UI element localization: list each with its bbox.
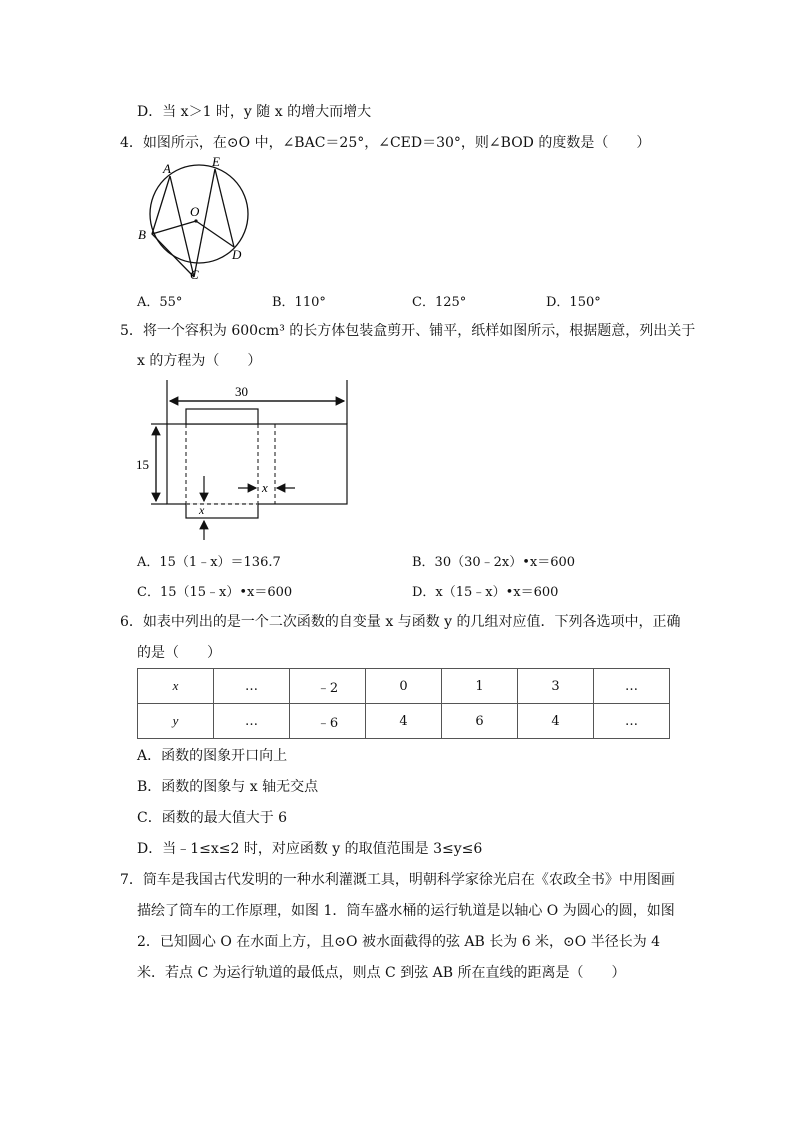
table-cell: 0 bbox=[366, 669, 442, 704]
q4-label-c: C bbox=[190, 267, 199, 282]
q5-option-d: D．x（15﹣x）•x＝600 bbox=[412, 585, 559, 600]
q5-main-rectangle bbox=[167, 424, 347, 504]
q4-label-e: E bbox=[212, 155, 220, 169]
q4-stem: 4．如图所示，在⊙O 中，∠BAC＝25°，∠CED＝30°，则∠BOD 的度数是（ ） bbox=[120, 135, 651, 151]
table-cell: 6 bbox=[442, 704, 518, 739]
q5-option-b: B．30（30﹣2x）•x＝600 bbox=[412, 555, 576, 570]
q5-option-a: A．15（1﹣x）＝136.7 bbox=[137, 555, 281, 570]
q4-center-dot bbox=[194, 219, 197, 222]
q5-x-bottom-label: x bbox=[199, 503, 205, 517]
q6-option-b: B．函数的图象与 x 轴无交点 bbox=[137, 779, 319, 795]
q4-label-a: A bbox=[163, 161, 171, 176]
q7-line2: 描绘了筒车的工作原理，如图 1．筒车盛水桶的运行轨道是以轴心 O 为圆心的圆，如图 bbox=[137, 903, 675, 919]
q6-option-a: A．函数的图象开口向上 bbox=[137, 748, 288, 764]
q6-values-table bbox=[137, 668, 670, 739]
q4-radius-ob bbox=[152, 221, 196, 234]
q4-circle-figure bbox=[130, 155, 260, 285]
table-cell: 1 bbox=[442, 669, 518, 704]
q5-net-figure bbox=[130, 378, 360, 548]
q4-label-d: D bbox=[232, 247, 242, 262]
q7-line4: 米．若点 C 为运行轨道的最低点，则点 C 到弦 AB 所在直线的距离是（ ） bbox=[137, 965, 626, 981]
q4-label-b: B bbox=[138, 227, 146, 242]
q7-line3: 2．已知圆心 O 在水面上方，且⊙O 被水面截得的弦 AB 长为 6 米，⊙O 半径长为 4 bbox=[137, 934, 661, 950]
q4-chord-ac bbox=[170, 176, 194, 277]
table-cell: … bbox=[594, 704, 670, 739]
table-cell: 4 bbox=[518, 704, 594, 739]
table-row bbox=[138, 704, 670, 739]
q5-width-label: 30 bbox=[235, 384, 248, 399]
q5-top-flap bbox=[186, 409, 258, 424]
q6-stem-line1: 6．如表中列出的是一个二次函数的自变量 x 与函数 y 的几组对应值．下列各选项中，正确 bbox=[120, 614, 681, 630]
table-cell: 3 bbox=[518, 669, 594, 704]
q3-option-d: D．当 x＞1 时，y 随 x 的增大而增大 bbox=[137, 104, 372, 120]
table-cell: y bbox=[138, 704, 214, 739]
q4-option-c: C．125° bbox=[412, 295, 467, 310]
q6-option-d: D．当﹣1≤x≤2 时，对应函数 y 的取值范围是 3≤y≤6 bbox=[137, 841, 483, 857]
table-cell: … bbox=[214, 669, 290, 704]
table-cell: ﹣2 bbox=[290, 669, 366, 704]
q5-height-label: 15 bbox=[136, 457, 149, 472]
table-row bbox=[138, 669, 670, 704]
q4-option-d: D．150° bbox=[546, 295, 601, 310]
table-cell: ﹣6 bbox=[290, 704, 366, 739]
table-cell: … bbox=[594, 669, 670, 704]
q5-x-right-label: x bbox=[262, 480, 268, 495]
q5-option-c: C．15（15﹣x）•x＝600 bbox=[137, 585, 293, 600]
q5-bottom-flap bbox=[186, 504, 258, 518]
q4-option-b: B．110° bbox=[272, 295, 326, 310]
table-cell: 4 bbox=[366, 704, 442, 739]
q4-option-a: A．55° bbox=[137, 295, 183, 310]
q6-stem-line2: 的是（ ） bbox=[137, 645, 221, 661]
q7-line1: 7．筒车是我国古代发明的一种水利灌溉工具，明朝科学家徐光启在《农政全书》中用图画 bbox=[120, 872, 675, 888]
q4-label-o: O bbox=[190, 204, 200, 219]
table-cell: x bbox=[138, 669, 214, 704]
q5-stem-line1: 5．将一个容积为 600cm³ 的长方体包装盒剪开、铺平，纸样如图所示，根据题意，列出关于 bbox=[120, 323, 696, 339]
table-cell: … bbox=[214, 704, 290, 739]
q6-option-c: C．函数的最大值大于 6 bbox=[137, 810, 288, 826]
q5-stem-line2: x 的方程为（ ） bbox=[137, 353, 262, 369]
